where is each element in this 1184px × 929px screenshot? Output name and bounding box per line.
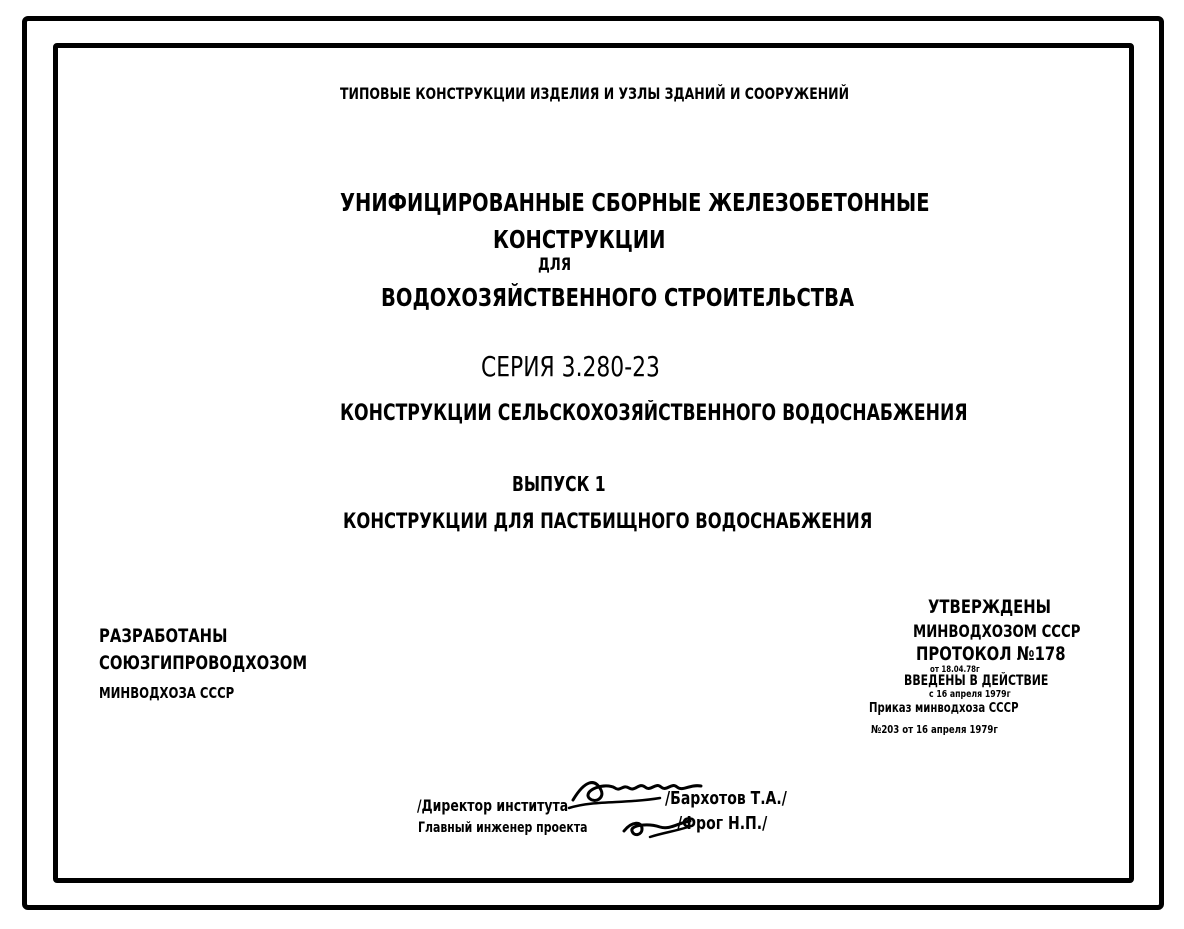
approval-line-2: МИНВОДХОЗОМ СССР	[913, 622, 1081, 642]
director-role: /Директор института	[417, 796, 569, 815]
category-heading: ТИПОВЫЕ КОНСТРУКЦИИ ИЗДЕЛИЯ И УЗЛЫ ЗДАНИЙ И СООРУЖЕНИЙ	[340, 84, 850, 103]
developer-line-1: РАЗРАБОТАНЫ	[99, 625, 228, 647]
title-line-3: ДЛЯ	[538, 255, 572, 275]
issue-label: ВЫПУСК 1	[512, 472, 606, 496]
approval-line-8: №203 от 16 апреля 1979г	[871, 723, 998, 736]
approval-line-5: ВВЕДЕНЫ В ДЕЙСТВИЕ	[904, 673, 1049, 689]
series-subtitle: КОНСТРУКЦИИ СЕЛЬСКОХОЗЯЙСТВЕННОГО ВОДОСНАБЖЕНИЯ	[340, 401, 968, 426]
title-line-2: КОНСТРУКЦИИ	[493, 225, 666, 254]
series-label: СЕРИЯ 3.280-23	[481, 350, 660, 383]
developer-line-3: МИНВОДХОЗА СССР	[99, 684, 235, 702]
title-line-4: ВОДОХОЗЯЙСТВЕННОГО СТРОИТЕЛЬСТВА	[381, 283, 855, 312]
director-name: /Бархотов Т.А./	[665, 788, 787, 809]
engineer-role: Главный инженер проекта	[418, 820, 588, 836]
approval-line-3: ПРОТОКОЛ №178	[916, 643, 1066, 665]
approval-line-7: Приказ минводхоза СССР	[869, 701, 1019, 716]
director-signature-icon	[565, 770, 710, 815]
approval-line-4: от 18.04.78г	[930, 665, 980, 675]
approval-line-1: УТВЕРЖДЕНЫ	[928, 596, 1052, 618]
inner-frame	[53, 43, 1134, 883]
issue-subtitle: КОНСТРУКЦИИ ДЛЯ ПАСТБИЩНОГО ВОДОСНАБЖЕНИЯ	[343, 509, 873, 533]
approval-line-6: с 16 апреля 1979г	[929, 689, 1011, 700]
developer-line-2: СОЮЗГИПРОВОДХОЗОМ	[99, 652, 308, 674]
engineer-name: /Фрог Н.П./	[677, 813, 768, 834]
engineer-signature-icon	[620, 813, 695, 843]
title-line-1: УНИФИЦИРОВАННЫЕ СБОРНЫЕ ЖЕЛЕЗОБЕТОННЫЕ	[340, 188, 930, 217]
